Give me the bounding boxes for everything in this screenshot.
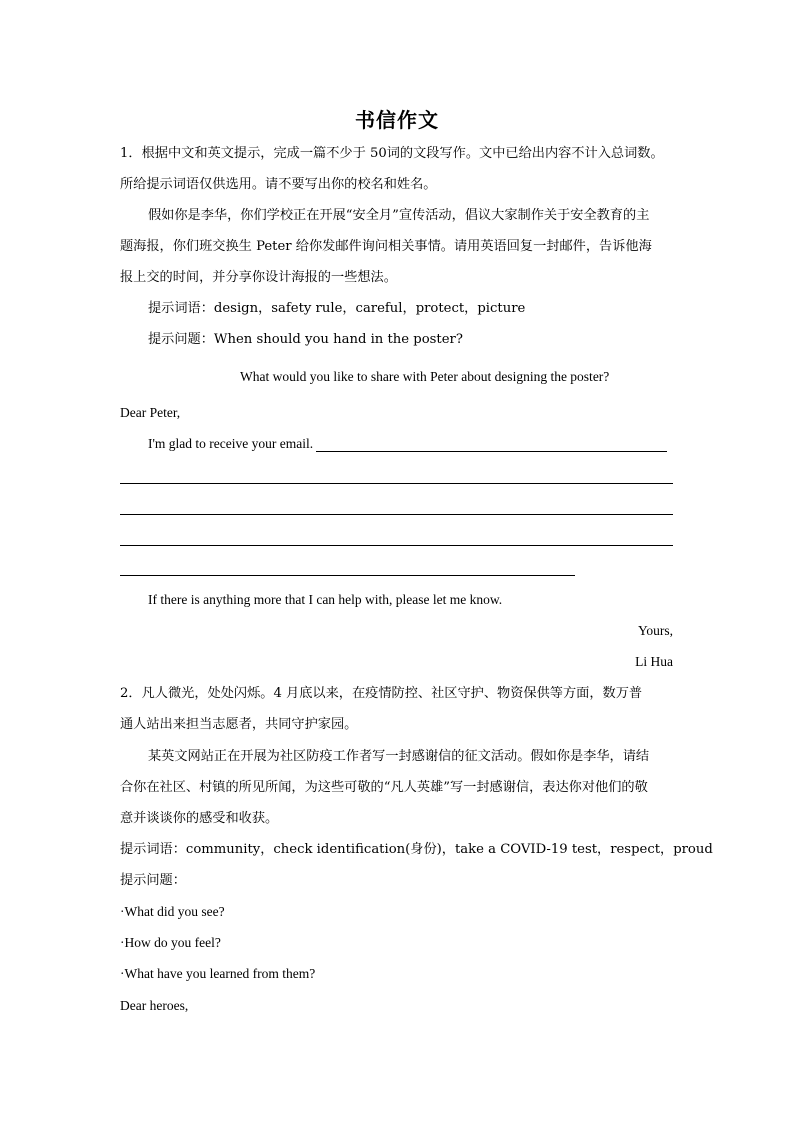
q2-scenario-line-1: 某英文网站正在开展为社区防疫工作者写一封感谢信的征文活动。假如你是李华，请结 bbox=[148, 749, 650, 764]
writing-line bbox=[120, 483, 673, 484]
q1-opening: I'm glad to receive your email. bbox=[148, 436, 314, 451]
q2-hint-questions-label: 提示问题： bbox=[120, 873, 186, 888]
q2-question-1: ·What did you see? bbox=[120, 904, 225, 919]
q2-scenario-line-3: 意并谈谈你的感受和收获。 bbox=[120, 811, 279, 826]
q1-scenario-line-2: 题海报，你们班交换生 Peter 给你发邮件询问相关事情。请用英语回复一封邮件，告诉他海 bbox=[120, 239, 652, 254]
q1-scenario-line-3: 报上交的时间，并分享你设计海报的一些想法。 bbox=[120, 270, 397, 285]
q2-hint-words: 提示词语：community，check identification(身份)，take a COVID-19 test，respect，proud bbox=[120, 842, 713, 857]
q2-salutation: Dear heroes, bbox=[120, 998, 189, 1013]
q2-intro-line-1: 2．凡人微光，处处闪烁。4 月底以来，在疫情防控、社区守护、物资保供等方面，数万普 bbox=[120, 686, 643, 701]
q1-intro-line-2: 所给提示词语仅供选用。请不要写出你的校名和姓名。 bbox=[120, 177, 437, 192]
q1-closing: If there is anything more that I can help with, please let me know. bbox=[148, 592, 503, 607]
page-title: 书信作文 bbox=[355, 108, 439, 132]
writing-line bbox=[120, 514, 673, 515]
q2-question-2: ·How do you feel? bbox=[120, 935, 221, 950]
writing-line bbox=[120, 575, 575, 576]
q2-intro-line-2: 通人站出来担当志愿者，共同守护家园。 bbox=[120, 717, 358, 732]
q1-intro-line-1: 1．根据中文和英文提示，完成一篇不少于 50词的文段写作。文中已给出内容不计入总词数。 bbox=[120, 146, 664, 161]
q1-hint-question-1: 提示问题：When should you hand in the poster? bbox=[148, 332, 463, 347]
writing-line bbox=[120, 545, 673, 546]
q1-hint-words: 提示词语：design，safety rule，careful，protect，picture bbox=[148, 301, 526, 316]
q1-signature: Li Hua bbox=[635, 654, 673, 669]
q1-signoff: Yours, bbox=[637, 623, 673, 638]
q2-scenario-line-2: 合你在社区、村镇的所见所闻，为这些可敬的“凡人英雄”写一封感谢信，表达你对他们的敬 bbox=[120, 780, 648, 795]
writing-line bbox=[316, 451, 667, 452]
q1-hint-question-2: What would you like to share with Peter about designing the poster? bbox=[240, 369, 610, 384]
q2-question-3: ·What have you learned from them? bbox=[120, 966, 316, 981]
q1-salutation: Dear Peter, bbox=[120, 405, 181, 420]
q1-scenario-line-1: 假如你是李华，你们学校正在开展“安全月”宣传活动，倡议大家制作关于安全教育的主 bbox=[148, 208, 650, 223]
